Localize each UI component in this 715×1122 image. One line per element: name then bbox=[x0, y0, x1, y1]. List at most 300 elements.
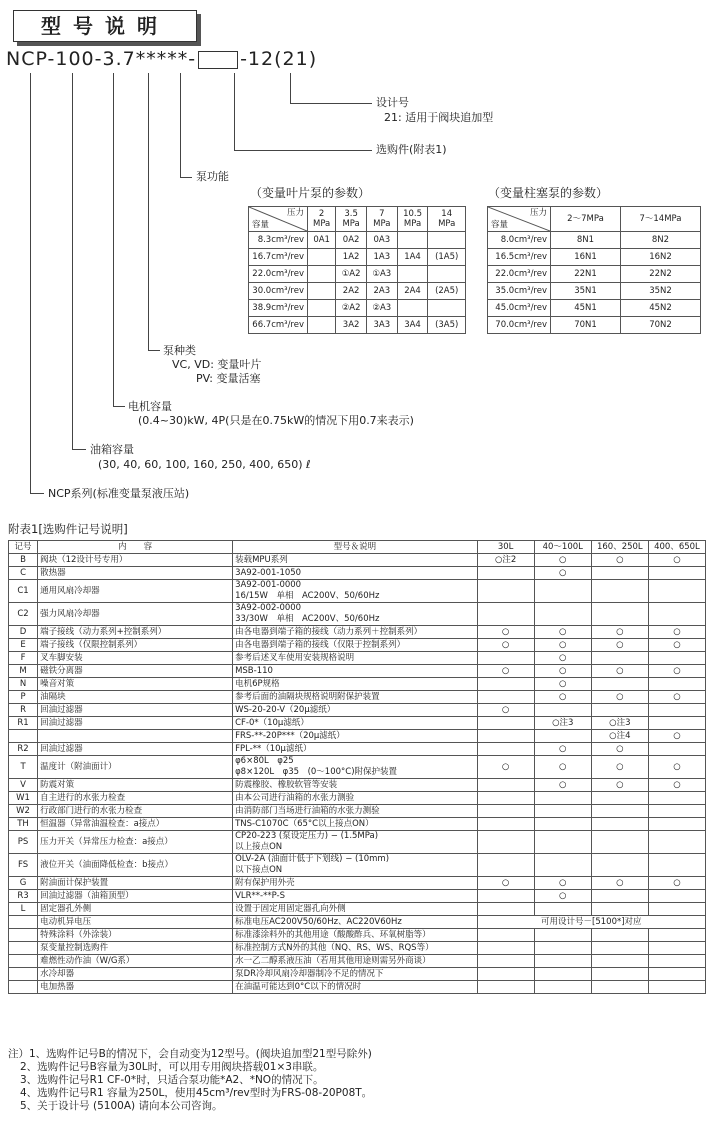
availability-mark: ○ bbox=[673, 730, 681, 741]
model-cell: 3A92-001-1050 bbox=[233, 567, 478, 580]
model-cell: VLR**-**P-S bbox=[233, 890, 478, 903]
mark-cell bbox=[591, 942, 648, 955]
content-cell: 油隔块 bbox=[38, 691, 233, 704]
content-cell: 电动机异电压 bbox=[38, 916, 233, 929]
mark-cell bbox=[591, 805, 648, 818]
table-row bbox=[9, 756, 706, 779]
mark-cell bbox=[591, 652, 648, 665]
mark-cell bbox=[648, 704, 705, 717]
mark-cell bbox=[591, 981, 648, 994]
mark-cell bbox=[477, 981, 534, 994]
availability-mark: ○ bbox=[673, 626, 681, 637]
mark-cell bbox=[477, 691, 534, 704]
availability-mark: ○ bbox=[559, 743, 567, 754]
corner-cell bbox=[249, 207, 308, 232]
capacity-cell: 16.5cm³/rev bbox=[488, 249, 551, 266]
code-cell: C2 bbox=[9, 603, 38, 626]
code-cell: TH bbox=[9, 818, 38, 831]
mark-cell bbox=[534, 903, 591, 916]
capacity-cell: 35.0cm³/rev bbox=[488, 283, 551, 300]
tank-sub: (30, 40, 60, 100, 160, 250, 400, 650) ℓ bbox=[98, 458, 311, 471]
value-cell: 0A1 bbox=[308, 232, 336, 249]
mark-cell bbox=[477, 756, 534, 779]
content-cell: 难燃性动作油（W/G系） bbox=[38, 955, 233, 968]
model-cell: CP20-223 (泵设定压力) − (1.5MPa) 以上接点ON bbox=[233, 831, 478, 854]
code-cell: B bbox=[9, 554, 38, 567]
availability-mark: ○ bbox=[559, 761, 567, 772]
availability-mark: ○ bbox=[501, 761, 510, 772]
capacity-cell: 8.3cm³/rev bbox=[249, 232, 308, 249]
table-row bbox=[9, 929, 706, 942]
table-row bbox=[249, 317, 466, 334]
content-cell: 回油过滤器 bbox=[38, 704, 233, 717]
corner-top-label: 压力 bbox=[529, 208, 547, 218]
availability-mark: ○ bbox=[616, 779, 624, 790]
mark-cell bbox=[534, 756, 591, 779]
availability-mark: ○ bbox=[616, 639, 624, 650]
value-cell bbox=[397, 300, 428, 317]
value-cell: 3A2 bbox=[336, 317, 367, 334]
code-cell: W1 bbox=[9, 792, 38, 805]
model-code bbox=[6, 48, 317, 70]
value-cell: 22N1 bbox=[551, 266, 621, 283]
mark-cell bbox=[648, 877, 705, 890]
mark-cell bbox=[477, 805, 534, 818]
mark-cell bbox=[591, 717, 648, 730]
table-row bbox=[488, 300, 701, 317]
option-label: 选购件(附表1) bbox=[376, 143, 447, 156]
content-cell: 回油过滤器 bbox=[38, 743, 233, 756]
table-row bbox=[488, 266, 701, 283]
code-cell: FS bbox=[9, 854, 38, 877]
mark-cell bbox=[477, 639, 534, 652]
pump-type-2: PV: 变量活塞 bbox=[196, 372, 261, 385]
content-cell: 电加热器 bbox=[38, 981, 233, 994]
mark-cell bbox=[534, 877, 591, 890]
code-cell: R3 bbox=[9, 890, 38, 903]
mark-cell bbox=[534, 779, 591, 792]
availability-mark: ○ bbox=[559, 779, 567, 790]
model-cell: 标准控制方式N外的其他（NQ、RS、WS、RQS等） bbox=[233, 942, 478, 955]
value-cell: ①A3 bbox=[366, 266, 397, 283]
mark-cell bbox=[534, 818, 591, 831]
mark-cell bbox=[648, 554, 705, 567]
note-line: 5、关于设计号 (5100A) 请向本公司咨询。 bbox=[20, 1100, 223, 1112]
value-cell: 1A3 bbox=[366, 249, 397, 266]
mark-cell bbox=[591, 968, 648, 981]
model-cell: FRS-**-20P***（20μ滤纸） bbox=[233, 730, 478, 743]
availability-mark: ○注3 bbox=[609, 717, 631, 728]
mark-cell bbox=[591, 743, 648, 756]
model-cell: 由各电器到端子箱的接线（动力系列＋控制系列） bbox=[233, 626, 478, 639]
options-table bbox=[8, 540, 706, 994]
capacity-cell: 38.9cm³/rev bbox=[249, 300, 308, 317]
code-cell: R bbox=[9, 704, 38, 717]
content-cell: 噪音对策 bbox=[38, 678, 233, 691]
design-note-cell bbox=[477, 916, 705, 929]
piston-table bbox=[487, 206, 701, 334]
availability-mark: ○ bbox=[673, 554, 681, 565]
mark-cell bbox=[591, 704, 648, 717]
model-cell: WS-20-20-V（20μ滤纸） bbox=[233, 704, 478, 717]
model-cell: φ6×80L φ25 φ8×120L φ35 (0～100°C)附保护装置 bbox=[233, 756, 478, 779]
notes bbox=[8, 1048, 372, 1113]
table-row bbox=[9, 903, 706, 916]
vane-table bbox=[248, 206, 466, 334]
table-row bbox=[488, 283, 701, 300]
value-cell: 45N1 bbox=[551, 300, 621, 317]
header-cell: 3.5 MPa bbox=[336, 207, 367, 232]
mark-cell bbox=[477, 743, 534, 756]
value-cell bbox=[308, 266, 336, 283]
model-cell: 水一乙二醇系液压油（若用其他用途则需另外商谈） bbox=[233, 955, 478, 968]
availability-mark: ○ bbox=[673, 779, 681, 790]
mark-cell bbox=[477, 580, 534, 603]
mark-cell bbox=[477, 626, 534, 639]
model-cell: 标准电压AC200V50/60Hz、AC220V60Hz bbox=[233, 916, 478, 929]
corner-cell bbox=[488, 207, 551, 232]
model-cell: TNS-C1070C（65°C以上接点ON） bbox=[233, 818, 478, 831]
mark-cell bbox=[648, 603, 705, 626]
code-cell bbox=[9, 916, 38, 929]
model-cell: 3A92-001-0000 16/15W 单相 AC200V、50/60Hz bbox=[233, 580, 478, 603]
corner-top-label: 压力 bbox=[286, 208, 304, 218]
table-row bbox=[249, 249, 466, 266]
header-cell: 7 MPa bbox=[366, 207, 397, 232]
mark-cell bbox=[534, 704, 591, 717]
availability-mark: ○ bbox=[559, 877, 567, 888]
mark-cell bbox=[648, 818, 705, 831]
mark-cell bbox=[591, 792, 648, 805]
table-row bbox=[9, 792, 706, 805]
table-row bbox=[9, 805, 706, 818]
mark-cell bbox=[648, 652, 705, 665]
model-cell: 设置于固定用固定器孔向外侧 bbox=[233, 903, 478, 916]
header-cell: 内 容 bbox=[38, 541, 233, 554]
code-cell: F bbox=[9, 652, 38, 665]
value-cell bbox=[308, 300, 336, 317]
mark-cell bbox=[591, 890, 648, 903]
mark-cell bbox=[534, 743, 591, 756]
value-cell: ②A2 bbox=[336, 300, 367, 317]
code-cell bbox=[9, 981, 38, 994]
mark-cell bbox=[477, 704, 534, 717]
mark-cell bbox=[591, 818, 648, 831]
code-cell bbox=[9, 730, 38, 743]
code-cell: R1 bbox=[9, 717, 38, 730]
mark-cell bbox=[591, 626, 648, 639]
mark-cell bbox=[477, 903, 534, 916]
table-row bbox=[249, 300, 466, 317]
mark-cell bbox=[534, 717, 591, 730]
header-cell: 10.5 MPa bbox=[397, 207, 428, 232]
mark-cell bbox=[477, 603, 534, 626]
value-cell: 45N2 bbox=[620, 300, 700, 317]
mark-cell bbox=[534, 626, 591, 639]
value-cell bbox=[397, 232, 428, 249]
mark-cell bbox=[648, 580, 705, 603]
table-row bbox=[9, 567, 706, 580]
mark-cell bbox=[591, 955, 648, 968]
value-cell: 1A4 bbox=[397, 249, 428, 266]
motor-label: 电机容量 bbox=[128, 400, 172, 413]
value-cell: 8N1 bbox=[551, 232, 621, 249]
header-cell: 2～7MPa bbox=[551, 207, 621, 232]
code-cell: N bbox=[9, 678, 38, 691]
mark-cell bbox=[648, 942, 705, 955]
table-row bbox=[9, 831, 706, 854]
value-cell: (1A5) bbox=[428, 249, 466, 266]
code-cell bbox=[9, 955, 38, 968]
mark-cell bbox=[591, 730, 648, 743]
mark-cell bbox=[477, 890, 534, 903]
value-cell: 16N2 bbox=[620, 249, 700, 266]
mark-cell bbox=[648, 626, 705, 639]
mark-cell bbox=[534, 805, 591, 818]
value-cell: 2A2 bbox=[336, 283, 367, 300]
mark-cell bbox=[477, 818, 534, 831]
content-cell: 温度计（附油面计） bbox=[38, 756, 233, 779]
mark-cell bbox=[477, 929, 534, 942]
mark-cell bbox=[648, 792, 705, 805]
mark-cell bbox=[477, 554, 534, 567]
mark-cell bbox=[591, 854, 648, 877]
table-row bbox=[488, 249, 701, 266]
availability-mark: ○ bbox=[616, 554, 624, 565]
value-cell: ②A3 bbox=[366, 300, 397, 317]
table-row bbox=[9, 691, 706, 704]
mark-cell bbox=[534, 981, 591, 994]
code-cell bbox=[9, 968, 38, 981]
code-cell: M bbox=[9, 665, 38, 678]
table-row bbox=[9, 890, 706, 903]
header-cell: 14 MPa bbox=[428, 207, 466, 232]
capacity-cell: 22.0cm³/rev bbox=[249, 266, 308, 283]
table-row bbox=[9, 916, 706, 929]
mark-cell bbox=[534, 831, 591, 854]
mark-cell bbox=[591, 903, 648, 916]
table-row bbox=[9, 854, 706, 877]
mark-cell bbox=[648, 730, 705, 743]
table-row bbox=[488, 232, 701, 249]
mark-cell bbox=[648, 981, 705, 994]
model-suffix: -12(21) bbox=[240, 48, 318, 70]
table-row bbox=[9, 554, 706, 567]
availability-mark: ○ bbox=[501, 639, 510, 650]
pump-func-label: 泵功能 bbox=[196, 170, 229, 183]
table-row bbox=[9, 730, 706, 743]
availability-mark: ○ bbox=[559, 665, 567, 676]
capacity-cell: 45.0cm³/rev bbox=[488, 300, 551, 317]
corner-bottom-label: 容量 bbox=[252, 220, 270, 230]
value-cell: 22N2 bbox=[620, 266, 700, 283]
availability-mark: ○ bbox=[501, 877, 510, 888]
capacity-cell: 22.0cm³/rev bbox=[488, 266, 551, 283]
pump-type-1: VC, VD: 变量叶片 bbox=[172, 358, 262, 371]
mark-cell bbox=[477, 779, 534, 792]
content-cell: 压力开关（异常压力检查：a接点） bbox=[38, 831, 233, 854]
header-cell: 400、650L bbox=[648, 541, 705, 554]
mark-cell bbox=[648, 743, 705, 756]
mark-cell bbox=[591, 929, 648, 942]
mark-cell bbox=[477, 652, 534, 665]
leader-option bbox=[234, 73, 235, 150]
mark-cell bbox=[534, 691, 591, 704]
model-cell: 标准漆涂料外的其他用途（酸酸酢兵、环氧树脂等） bbox=[233, 929, 478, 942]
content-cell: 固定器孔外侧 bbox=[38, 903, 233, 916]
availability-mark: ○ bbox=[559, 639, 567, 650]
note-line: 2、选购件记号B容量为30L时，可以用专用阀块搭载01×3串联。 bbox=[20, 1061, 324, 1073]
note-line: 3、选购件记号R1 CF-0*时，只适合泵功能*A2、*NO的情况下。 bbox=[20, 1074, 324, 1086]
mark-cell bbox=[534, 639, 591, 652]
note-line: 注）1、选购件记号B的情况下，会自动变为12型号。(阀块追加型21型号除外) bbox=[8, 1048, 372, 1060]
availability-mark: ○ bbox=[559, 567, 567, 578]
mark-cell bbox=[534, 554, 591, 567]
model-cell: 防震橡胶、橡胶软管等安装 bbox=[233, 779, 478, 792]
leader-pump bbox=[148, 73, 149, 350]
mark-cell bbox=[591, 554, 648, 567]
mark-cell bbox=[648, 903, 705, 916]
mark-cell bbox=[534, 652, 591, 665]
availability-mark: ○ bbox=[501, 665, 510, 676]
model-cell: 由本公司进行油箱的水张力测验 bbox=[233, 792, 478, 805]
value-cell: 0A3 bbox=[366, 232, 397, 249]
availability-mark: ○ bbox=[559, 626, 567, 637]
content-cell: 防震对策 bbox=[38, 779, 233, 792]
code-cell: C1 bbox=[9, 580, 38, 603]
mark-cell bbox=[534, 942, 591, 955]
mark-cell bbox=[591, 877, 648, 890]
header-row bbox=[249, 207, 466, 232]
table-row bbox=[9, 652, 706, 665]
content-cell: 强力风扇冷却器 bbox=[38, 603, 233, 626]
mark-cell bbox=[534, 580, 591, 603]
mark-cell bbox=[534, 603, 591, 626]
availability-mark: ○ bbox=[673, 691, 681, 702]
content-cell: 端子接线（动力系列+控制系列） bbox=[38, 626, 233, 639]
value-cell bbox=[428, 266, 466, 283]
options-title: 附表1[选购件记号说明] bbox=[8, 522, 128, 536]
availability-mark: ○ bbox=[559, 554, 567, 565]
mark-cell bbox=[648, 691, 705, 704]
code-cell: D bbox=[9, 626, 38, 639]
capacity-cell: 16.7cm³/rev bbox=[249, 249, 308, 266]
content-cell: 回油过滤器 bbox=[38, 717, 233, 730]
mark-cell bbox=[648, 756, 705, 779]
value-cell: 2A4 bbox=[397, 283, 428, 300]
model-cell: 附有保护用外壳 bbox=[233, 877, 478, 890]
code-cell: T bbox=[9, 756, 38, 779]
model-prefix: NCP-100-3.7 bbox=[6, 48, 136, 70]
content-cell: 叉车脚安装 bbox=[38, 652, 233, 665]
mark-cell bbox=[534, 567, 591, 580]
model-cell: 参考后面的油隔块规格说明附保护装置 bbox=[233, 691, 478, 704]
table-row bbox=[9, 717, 706, 730]
content-cell: 阀块（12设计号专用） bbox=[38, 554, 233, 567]
availability-mark: ○ bbox=[616, 743, 624, 754]
availability-mark: ○ bbox=[559, 691, 567, 702]
table-row bbox=[9, 580, 706, 603]
tank-label: 油箱容量 bbox=[90, 443, 134, 456]
table-row bbox=[9, 704, 706, 717]
value-cell: 1A2 bbox=[336, 249, 367, 266]
code-cell: C bbox=[9, 567, 38, 580]
content-cell: 磁铁分离器 bbox=[38, 665, 233, 678]
table-row bbox=[9, 678, 706, 691]
table-row bbox=[9, 955, 706, 968]
header-cell: 160、250L bbox=[591, 541, 648, 554]
mark-cell bbox=[534, 678, 591, 691]
mark-cell bbox=[648, 567, 705, 580]
value-cell: 3A3 bbox=[366, 317, 397, 334]
mark-cell bbox=[648, 665, 705, 678]
code-cell bbox=[9, 942, 38, 955]
code-cell: P bbox=[9, 691, 38, 704]
mark-cell bbox=[591, 603, 648, 626]
model-cell: 泵DR冷却风扇冷却器制冷不足的情况下 bbox=[233, 968, 478, 981]
content-cell: 液位开关（油面降低检查：b接点） bbox=[38, 854, 233, 877]
mark-cell bbox=[648, 717, 705, 730]
code-cell: V bbox=[9, 779, 38, 792]
table-row bbox=[9, 665, 706, 678]
table-row bbox=[249, 266, 466, 283]
mark-cell bbox=[534, 968, 591, 981]
leader-design bbox=[290, 73, 291, 103]
mark-cell bbox=[477, 678, 534, 691]
availability-mark: ○ bbox=[673, 639, 681, 650]
model-stars: *****- bbox=[135, 48, 197, 70]
model-cell: 由消防部门当场进行油箱的水张力测验 bbox=[233, 805, 478, 818]
model-cell: 在油温可能达到0°C以下的情况时 bbox=[233, 981, 478, 994]
value-cell: 3A4 bbox=[397, 317, 428, 334]
availability-mark: ○注4 bbox=[609, 730, 631, 741]
pump-type-label: 泵种类 bbox=[163, 344, 196, 357]
mark-cell bbox=[477, 968, 534, 981]
mark-cell bbox=[591, 779, 648, 792]
capacity-cell: 66.7cm³/rev bbox=[249, 317, 308, 334]
value-cell: 8N2 bbox=[620, 232, 700, 249]
table-row bbox=[488, 317, 701, 334]
value-cell bbox=[308, 317, 336, 334]
value-cell: 2A3 bbox=[366, 283, 397, 300]
content-cell: 行政部门进行的水张力检查 bbox=[38, 805, 233, 818]
code-cell: R2 bbox=[9, 743, 38, 756]
leader-tank bbox=[72, 73, 73, 449]
table-row bbox=[9, 743, 706, 756]
capacity-cell: 70.0cm³/rev bbox=[488, 317, 551, 334]
model-cell: 电机6P规格 bbox=[233, 678, 478, 691]
availability-mark: ○注2 bbox=[494, 554, 517, 565]
table-row bbox=[249, 232, 466, 249]
model-cell: 装载MPU系列 bbox=[233, 554, 478, 567]
model-cell: MSB-110 bbox=[233, 665, 478, 678]
vane-table-title: （变量叶片泵的参数） bbox=[250, 186, 371, 200]
mark-cell bbox=[534, 929, 591, 942]
code-cell: E bbox=[9, 639, 38, 652]
mark-cell bbox=[534, 792, 591, 805]
design-no-sub: 21: 适用于阀块追加型 bbox=[384, 111, 494, 124]
table-row bbox=[9, 779, 706, 792]
mark-cell bbox=[477, 877, 534, 890]
mark-cell bbox=[648, 929, 705, 942]
mark-cell bbox=[477, 831, 534, 854]
value-cell bbox=[428, 300, 466, 317]
mark-cell bbox=[591, 756, 648, 779]
mark-cell bbox=[534, 955, 591, 968]
mark-cell bbox=[591, 665, 648, 678]
mark-cell bbox=[477, 955, 534, 968]
code-cell: G bbox=[9, 877, 38, 890]
